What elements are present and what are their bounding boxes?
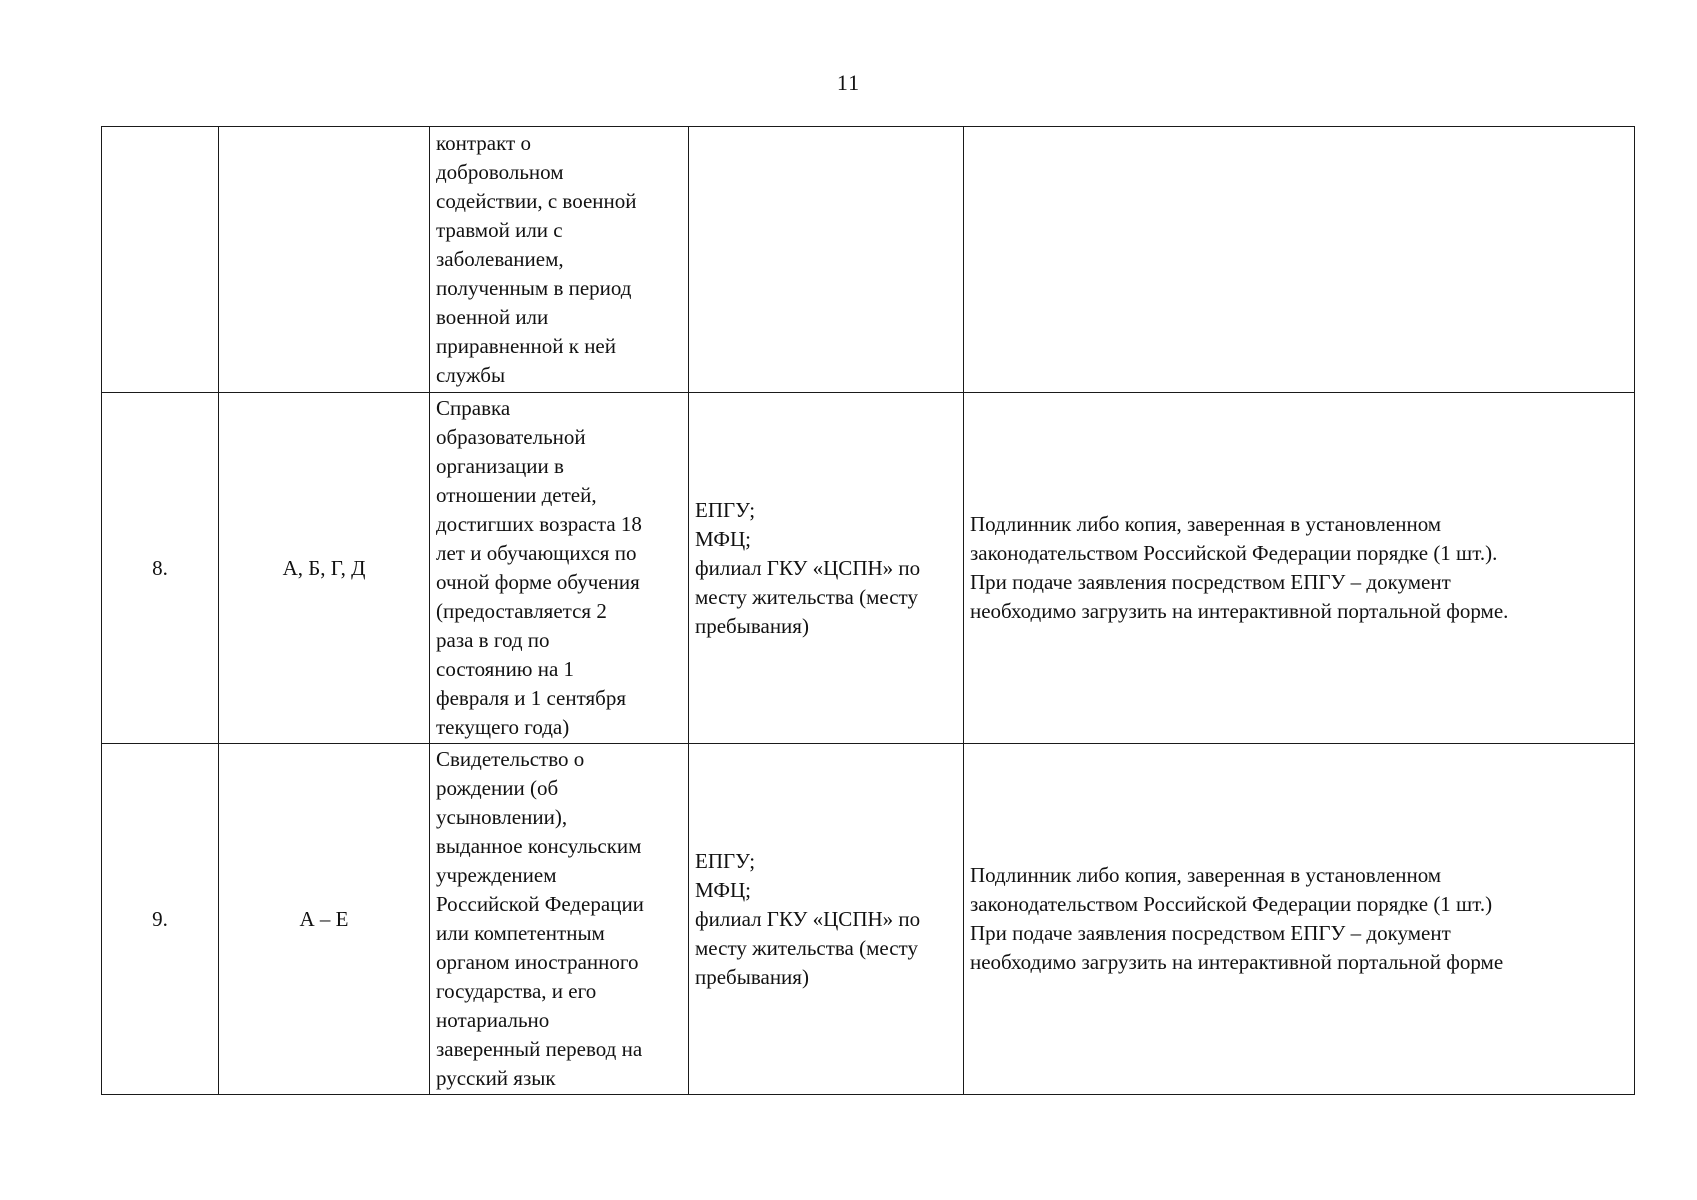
text-line: законодательством Российской Федерации порядке (1 шт.) [970, 892, 1493, 916]
text-line: контракт о [436, 131, 531, 155]
categories-cell [219, 127, 430, 393]
text-line: месту жительства (месту [695, 935, 918, 960]
requirements-cell [964, 744, 1635, 1095]
text-line: Подлинник либо копия, заверенная в установленном [970, 512, 1442, 536]
document-name-cell [430, 393, 689, 744]
text-line: состоянию на 1 [436, 657, 575, 681]
text-line: очной форме обучения [436, 570, 640, 594]
text-line: Справка [436, 396, 511, 420]
text-line: организации в [436, 454, 564, 478]
page-number: 11 [836, 70, 861, 95]
text-line: отношении детей, [436, 483, 597, 507]
text-line: Подлинник либо копия, заверенная в установленном [970, 863, 1442, 887]
text-line: добровольном [436, 160, 564, 184]
table-row [102, 127, 1635, 393]
text-line: травмой или с [436, 218, 563, 242]
text-line: рождении (об [436, 776, 559, 800]
text-line: февраля и 1 сентября [436, 686, 627, 710]
row-number-cell [102, 127, 219, 393]
text-line: месту жительства (месту [695, 584, 918, 609]
text-line: нотариально [436, 1008, 550, 1032]
text-line: военной или [436, 305, 549, 329]
text-line: раза в год по [436, 628, 550, 652]
document-name-cell [430, 744, 689, 1095]
requirements-cell [964, 393, 1635, 744]
text-line: государства, и его [436, 979, 597, 1003]
text-line: или компетентным [436, 921, 605, 945]
text-line: русский язык [436, 1066, 556, 1090]
text-line: При подаче заявления посредством ЕПГУ – документ [970, 570, 1451, 594]
document-name-cell [430, 127, 689, 393]
text-line: филиал ГКУ «ЦСПН» по [695, 906, 921, 931]
text-line: (предоставляется 2 [436, 599, 607, 623]
text-line: усыновлении), [436, 805, 568, 829]
text-line: филиал ГКУ «ЦСПН» по [695, 555, 921, 580]
submission-place-cell [689, 744, 964, 1095]
text-line: заболеванием, [436, 247, 564, 271]
text-line: достигших возраста 18 [436, 512, 642, 536]
text-line: МФЦ; [695, 526, 751, 551]
text-line: учреждением [436, 863, 557, 887]
text-line: полученным в период [436, 276, 632, 300]
text-line: ЕПГУ; [695, 848, 756, 873]
text-line: приравненной к ней [436, 334, 616, 358]
submission-place-cell [689, 127, 964, 393]
text-line: содействии, с военной [436, 189, 637, 213]
text-line: образовательной [436, 425, 586, 449]
table-row [102, 744, 1635, 1095]
text-line: пребывания) [695, 613, 809, 638]
text-line: выданное консульским [436, 834, 642, 858]
text-line: необходимо загрузить на интерактивной портальной форме [970, 950, 1504, 974]
row-number-cell: 8. [102, 393, 219, 744]
text-line: органом иностранного [436, 950, 639, 974]
text-line: заверенный перевод на [436, 1037, 643, 1061]
documents-table [101, 126, 1635, 1095]
text-line: законодательством Российской Федерации порядке (1 шт.). [970, 541, 1498, 565]
text-line: ЕПГУ; [695, 497, 756, 522]
text-line: При подаче заявления посредством ЕПГУ – документ [970, 921, 1451, 945]
text-line: МФЦ; [695, 877, 751, 902]
text-line: текущего года) [436, 715, 570, 739]
text-line: необходимо загрузить на интерактивной портальной форме. [970, 599, 1509, 623]
categories-cell: А, Б, Г, Д [219, 393, 430, 744]
table-row [102, 393, 1635, 744]
text-line: службы [436, 363, 506, 387]
text-line: пребывания) [695, 964, 809, 989]
categories-cell: А – Е [219, 744, 430, 1095]
text-line: Свидетельство о [436, 747, 585, 771]
submission-place-cell [689, 393, 964, 744]
text-line: Российской Федерации [436, 892, 644, 916]
requirements-cell [964, 127, 1635, 393]
row-number-cell: 9. [102, 744, 219, 1095]
text-line: лет и обучающихся по [436, 541, 637, 565]
